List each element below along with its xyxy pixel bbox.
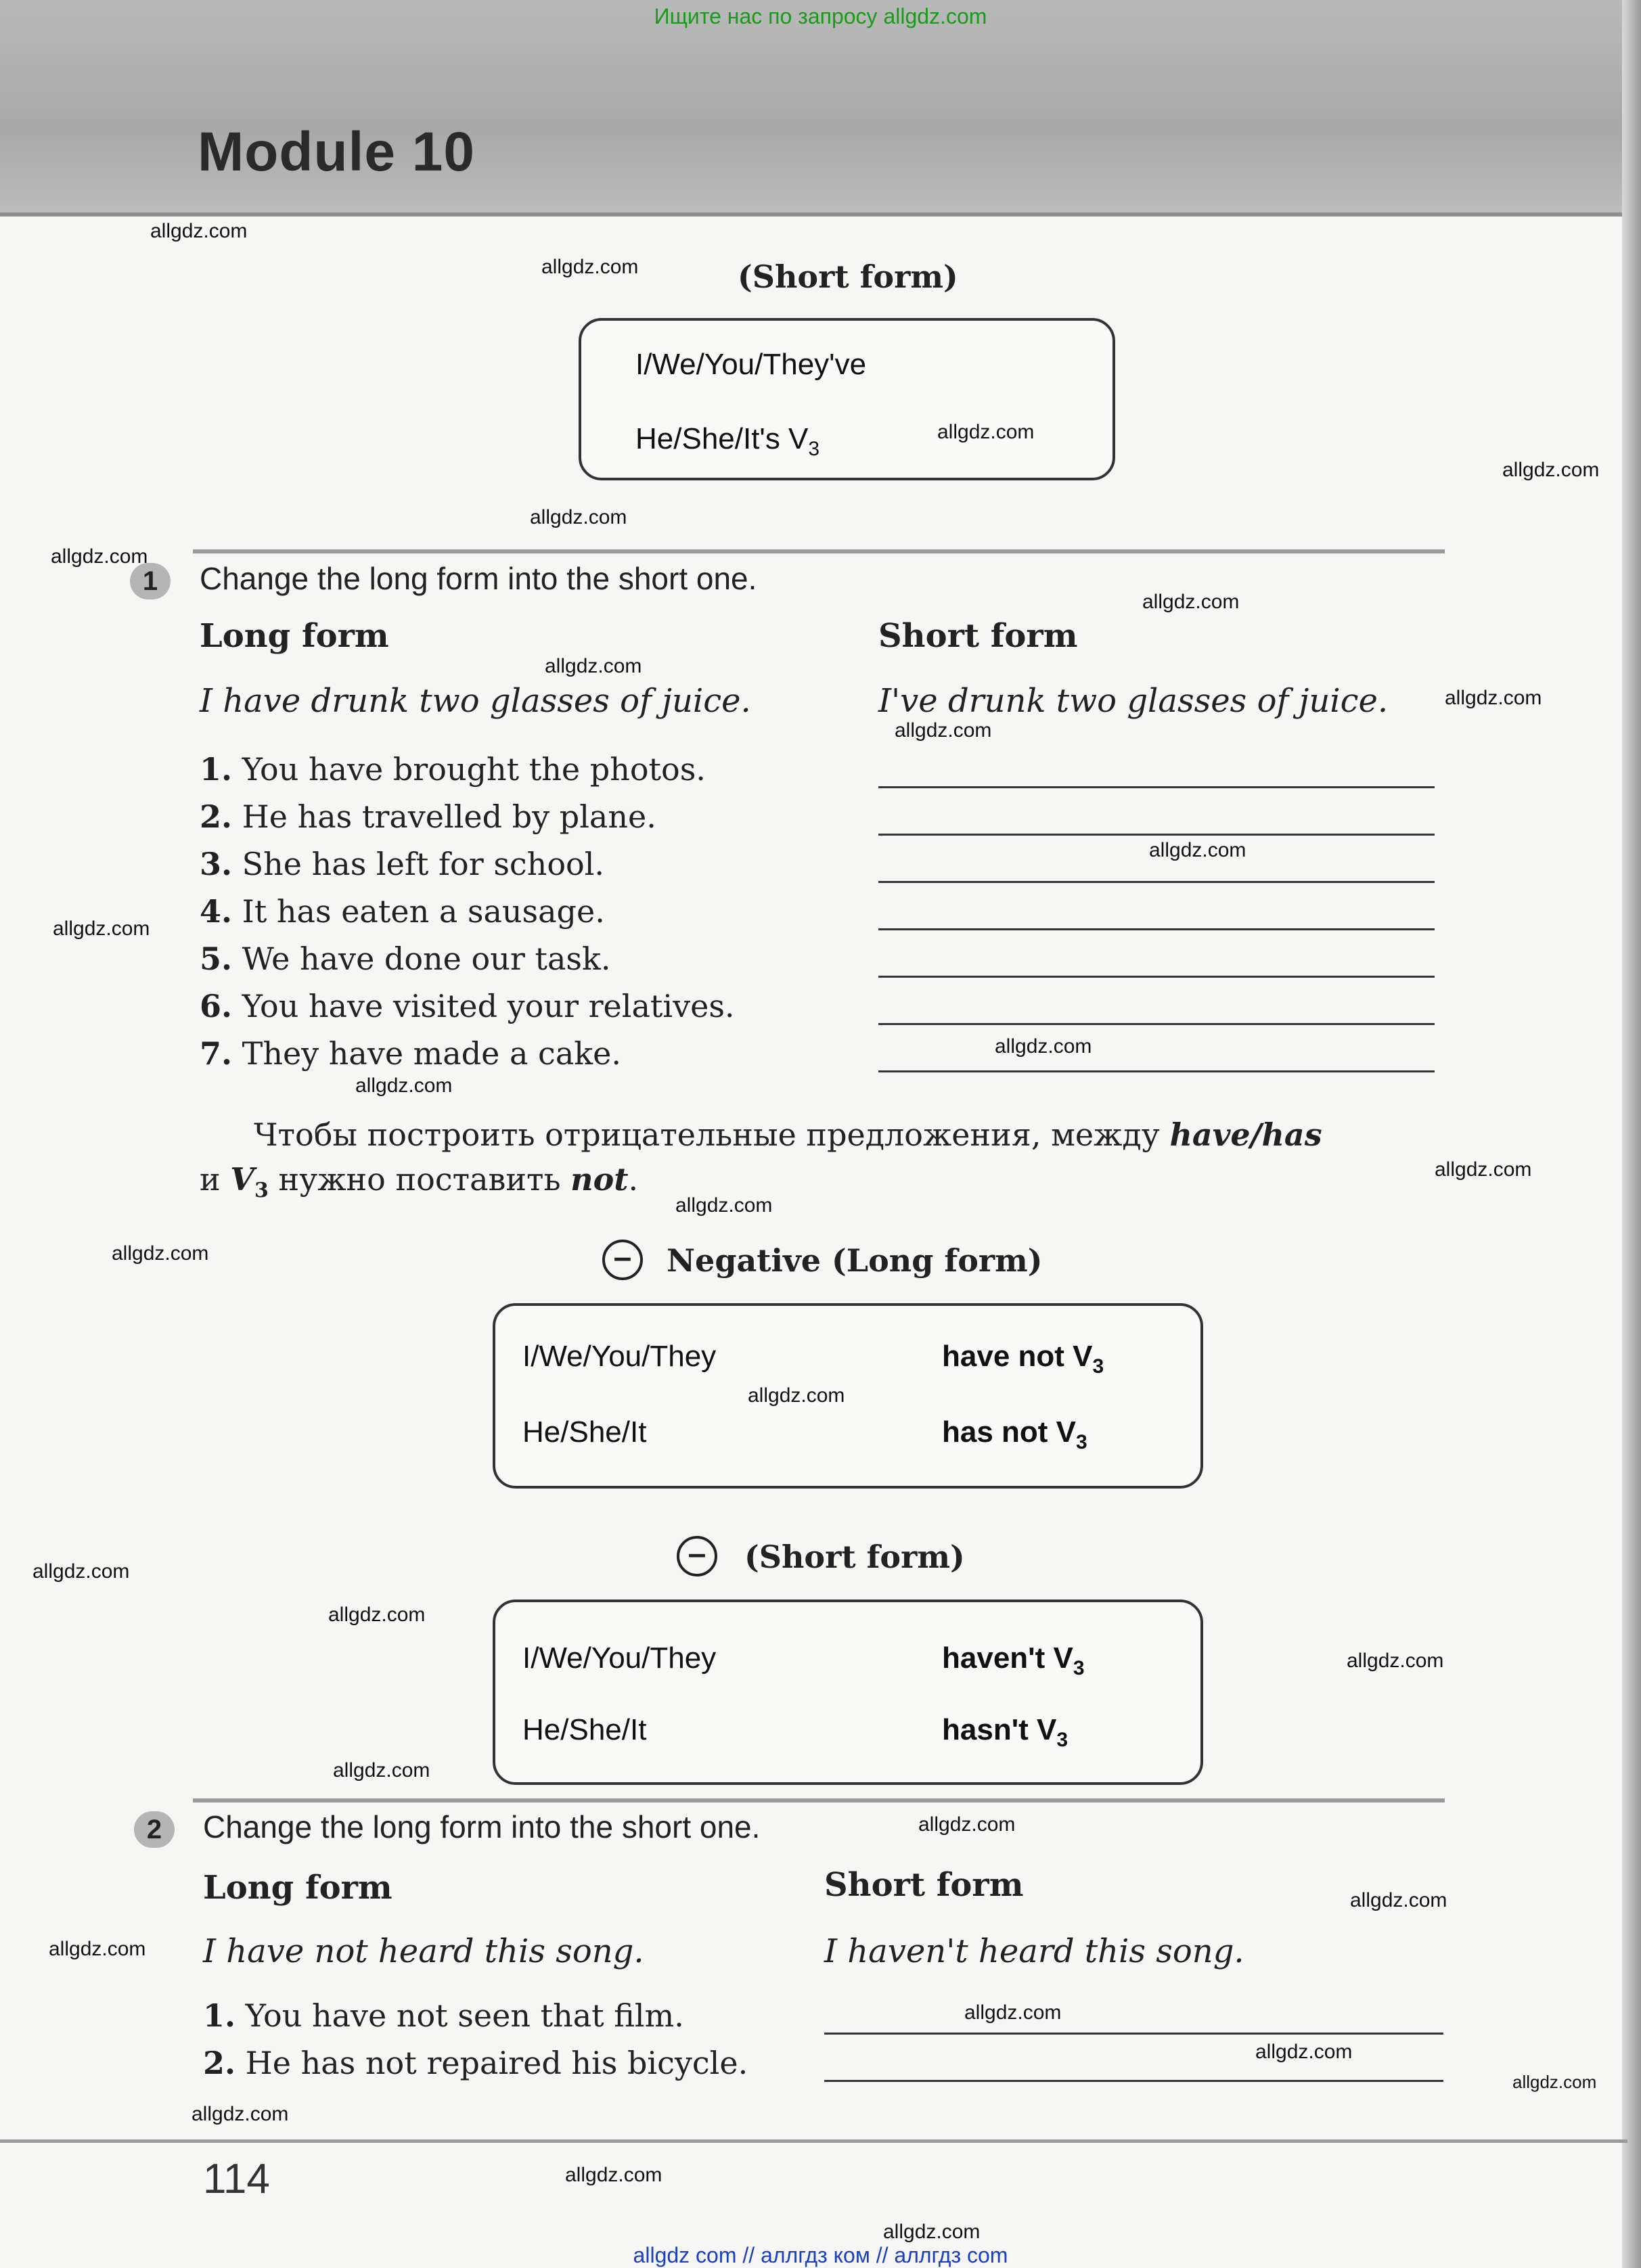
negative-short-row1-subject: I/We/You/They: [522, 1641, 717, 1675]
exercise-1-number: 1: [130, 563, 171, 599]
exercise-1-item: 6. You have visited your relatives.: [200, 988, 735, 1024]
exercise-2-number: 2: [134, 1811, 175, 1848]
answer-line[interactable]: [824, 2080, 1443, 2082]
negative-long-row1-subject: I/We/You/They: [522, 1340, 717, 1373]
watermark: allgdz.com: [333, 1759, 430, 1782]
negative-long-heading: Negative (Long form): [667, 1242, 1043, 1279]
exercise-1-col-short: Short form: [878, 617, 1078, 655]
watermark: allgdz.com: [541, 256, 639, 278]
short-form-heading: (Short form): [738, 258, 958, 295]
negative-long-row1-verb: have not $V_3$: [942, 1340, 1104, 1378]
exercise-1-item: 2. He has travelled by plane.: [200, 798, 656, 835]
footer-divider: [0, 2139, 1627, 2143]
answer-line[interactable]: [824, 2033, 1443, 2035]
answer-line[interactable]: [878, 1023, 1435, 1025]
top-search-link[interactable]: Ищите нас по запросу allgdz.com: [654, 4, 987, 28]
exercise-2-instruction: Change the long form into the short one.: [203, 1809, 761, 1844]
negative-rule-note-line2: и $V_3$ нужно поставить not.: [200, 1161, 639, 1203]
exercise-2-item: 2. He has not repaired his bicycle.: [203, 2045, 748, 2081]
bottom-site-links[interactable]: allgdz com // аллгдз ком // аллгдз com: [633, 2243, 1008, 2267]
negative-long-row2-verb: has not $V_3$: [942, 1415, 1087, 1453]
watermark: allgdz.com: [883, 2221, 981, 2243]
watermark: allgdz.com: [112, 1242, 209, 1265]
negative-short-box: [493, 1600, 1203, 1785]
exercise-1-item: 1. You have brought the photos.: [200, 751, 706, 788]
watermark: allgdz.com: [530, 506, 627, 528]
watermark: allgdz.com: [49, 1938, 146, 1960]
negative-long-box: [493, 1303, 1203, 1489]
short-form-box: [579, 318, 1115, 480]
watermark: allgdz.com: [1149, 839, 1246, 861]
watermark: allgdz.com: [150, 220, 248, 242]
answer-line[interactable]: [878, 928, 1435, 930]
watermark: allgdz.com: [192, 2103, 289, 2125]
answer-line[interactable]: [878, 881, 1435, 883]
watermark: allgdz.com: [1350, 1889, 1447, 1911]
exercise-1-item: 3. She has left for school.: [200, 846, 605, 882]
watermark: allgdz.com: [32, 1560, 130, 1583]
watermark: allgdz.com: [53, 917, 150, 940]
negative-short-row2-subject: He/She/It: [522, 1713, 647, 1746]
section-divider: [193, 1798, 1445, 1802]
watermark: allgdz.com: [1142, 591, 1240, 613]
module-header-band: [0, 0, 1627, 217]
exercise-2-item: 1. You have not seen that film.: [203, 1997, 684, 2034]
exercise-1-item: 5. We have done our task.: [200, 940, 611, 977]
short-form-row-singular: He/She/It's $V_3$: [635, 422, 820, 460]
watermark: allgdz.com: [328, 1604, 426, 1626]
watermark: allgdz.com: [675, 1194, 773, 1217]
exercise-1-instruction: Change the long form into the short one.: [200, 561, 757, 596]
exercise-2-col-short: Short form: [824, 1866, 1024, 1904]
watermark: allgdz.com: [355, 1074, 453, 1097]
module-title: Module 10: [198, 121, 475, 183]
watermark: allgdz.com: [1435, 1158, 1532, 1181]
answer-line[interactable]: [878, 786, 1435, 788]
watermark: allgdz.com: [937, 421, 1035, 443]
exercise-1-example-short: I've drunk two glasses of juice.: [878, 682, 1389, 720]
exercise-2-col-long: Long form: [203, 1869, 392, 1907]
page-number: 114: [203, 2156, 270, 2202]
exercise-1-example-long: I have drunk two glasses of juice.: [200, 682, 751, 720]
answer-line[interactable]: [878, 976, 1435, 978]
exercise-1-item: 4. It has eaten a sausage.: [200, 893, 605, 930]
watermark: allgdz.com: [895, 719, 992, 742]
exercise-1-col-long: Long form: [200, 617, 389, 655]
watermark: allgdz.com: [1512, 2072, 1597, 2092]
negative-short-row1-verb: haven't $V_3$: [942, 1641, 1085, 1679]
watermark: allgdz.com: [748, 1384, 845, 1407]
watermark: allgdz.com: [964, 2001, 1062, 2024]
watermark: allgdz.com: [918, 1813, 1016, 1836]
negative-short-row2-verb: hasn't $V_3$: [942, 1713, 1069, 1751]
watermark: allgdz.com: [1255, 2041, 1353, 2063]
watermark: allgdz.com: [1502, 459, 1600, 481]
minus-icon: –: [677, 1536, 717, 1577]
watermark: allgdz.com: [545, 655, 642, 677]
section-divider: [193, 549, 1445, 553]
negative-long-row2-subject: He/She/It: [522, 1415, 647, 1449]
answer-line[interactable]: [878, 834, 1435, 836]
watermark: allgdz.com: [1445, 687, 1542, 709]
exercise-2-example-long: I have not heard this song.: [203, 1932, 644, 1970]
negative-rule-note-line1: Чтобы построить отрицательные предложения, между have/has: [254, 1116, 1322, 1153]
negative-short-heading: (Short form): [744, 1539, 965, 1575]
minus-icon: –: [602, 1240, 643, 1280]
short-form-row-plural: I/We/You/They've: [635, 348, 867, 381]
page-spine-shadow: [1622, 0, 1641, 2268]
watermark: allgdz.com: [51, 545, 148, 568]
exercise-1-item: 7. They have made a cake.: [200, 1035, 621, 1072]
watermark: allgdz.com: [1347, 1650, 1444, 1672]
exercise-2-example-short: I haven't heard this song.: [824, 1932, 1244, 1970]
watermark: allgdz.com: [565, 2164, 662, 2186]
watermark: allgdz.com: [995, 1035, 1092, 1058]
answer-line[interactable]: [878, 1070, 1435, 1072]
